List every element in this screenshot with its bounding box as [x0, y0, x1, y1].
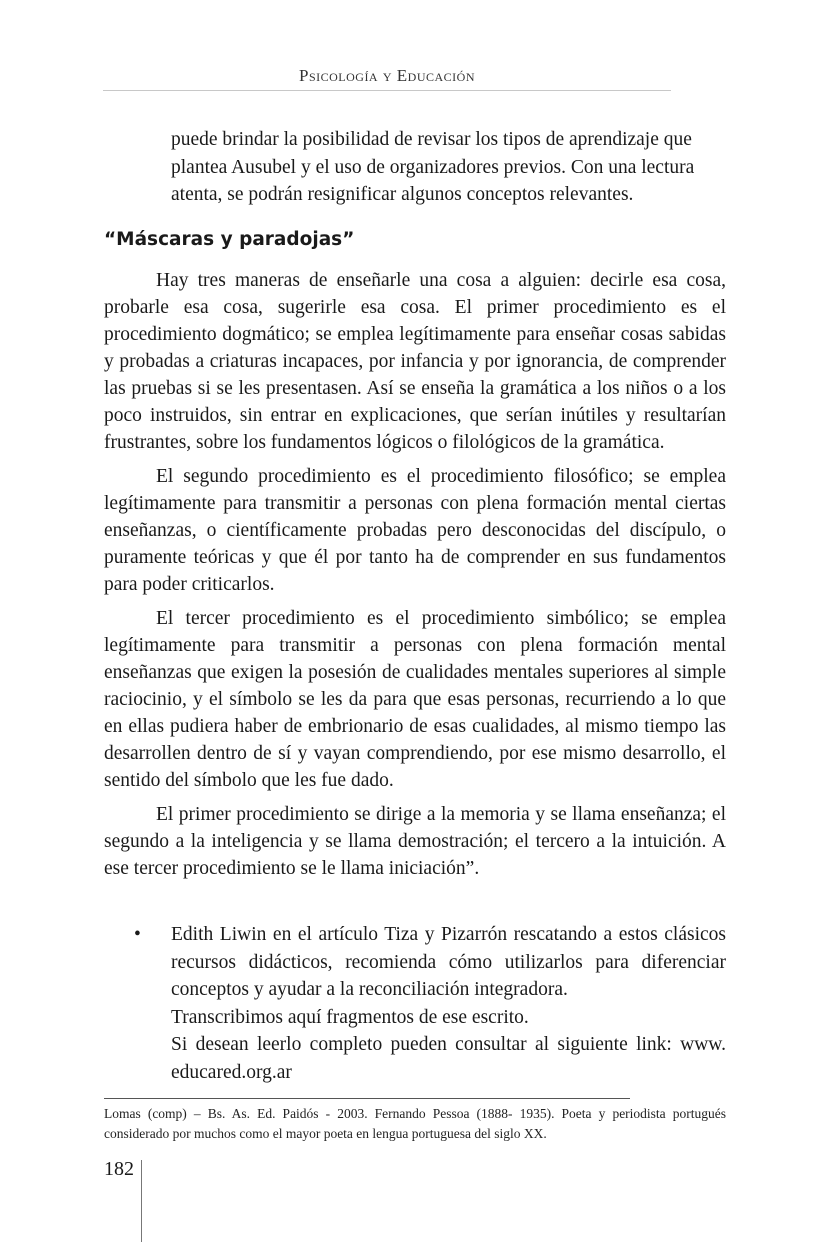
- bullet-icon: •: [134, 924, 141, 945]
- paragraph: El segundo procedimiento es el procedimiento filosófico; se emplea legítimamente para transmitir a personas con plena formación mental ciertas enseñanzas, o científicamente probadas pero desconocidas del discípulo, o puramente teóricas y que él por tanto ha de comprender en sus fundamentos para poder criticarlos.: [104, 466, 726, 595]
- intro-line: atenta, se podrán resignificar algunos conceptos relevantes.: [171, 184, 634, 205]
- paragraph: El primer procedimiento se dirige a la memoria y se llama enseñanza; el segundo a la inteligencia y se llama demostración; el tercero a la intuición. A ese tercer procedimiento se le llama iniciación”.: [104, 804, 726, 879]
- page-number-rule: [141, 1160, 142, 1242]
- quoted-text: [104, 267, 726, 889]
- paragraph: Hay tres maneras de enseñarle una cosa a alguien: decirle esa cosa, probarle esa cosa, sugerirle esa cosa. El primer procedimiento es el procedimiento dogmático; se emplea legítimamente para enseñar cosas sabidas y probadas a criaturas incapaces, por infancia y por ignorancia, de comprender las pruebas si se les presentasen. Así se enseña la gramática a los niños o a los poco instruidos, sin entrar en explicaciones, que serían inútiles y resultarían frustrantes, sobre los fundamentos lógicos o filológicos de la gramática.: [104, 270, 726, 453]
- footnote: Lomas (comp) – Bs. As. Ed. Paidós - 2003. Fernando Pessoa (1888- 1935). Poeta y periodista portugués considerado por muchos como el mayor poeta en lengua portuguesa del siglo XX.: [104, 1106, 726, 1141]
- bullet-line: Si desean leerlo completo pueden consultar al siguiente link: www.: [171, 1034, 726, 1055]
- intro-paragraph: [171, 126, 727, 209]
- intro-line: plantea Ausubel y el uso de organizadores previos. Con una lectura: [171, 156, 695, 178]
- intro-line: puede brindar la posibilidad de revisar los tipos de aprendizaje que: [171, 129, 692, 150]
- bullet-item: [134, 921, 726, 1086]
- section-title: “Máscaras y paradojas”: [104, 229, 355, 250]
- bullet-line-link: educared.org.ar: [171, 1061, 292, 1083]
- bullet-line: conceptos y ayudar a la reconciliación integradora.: [171, 979, 568, 1000]
- footnote-rule: [104, 1098, 630, 1099]
- page-number: 182: [104, 1158, 134, 1180]
- running-header-title: Psicología y Educación: [298, 66, 475, 85]
- bullet-line: recursos didácticos, recomienda cómo utilizarlos para diferenciar: [171, 951, 726, 973]
- bullet-line: Transcribimos aquí fragmentos de ese escrito.: [171, 1006, 529, 1028]
- bullet-line: Edith Liwin en el artículo Tiza y Pizarrón rescatando a estos clásicos: [171, 924, 726, 945]
- header-rule: [103, 90, 671, 91]
- paragraph: El tercer procedimiento es el procedimiento simbólico; se emplea legítimamente para transmitir a personas con plena formación mental enseñanzas que exigen la posesión de cualidades mentales superiores al simple raciocinio, y el símbolo se les da para que esas personas, recurriendo a lo que en ellas pudiera haber de embrionario de esas cualidades, al mismo tiempo las desarrollen dentro de sí y vayan comprendiendo, por ese mismo desarrollo, el sentido del símbolo que les fue dado.: [104, 608, 726, 791]
